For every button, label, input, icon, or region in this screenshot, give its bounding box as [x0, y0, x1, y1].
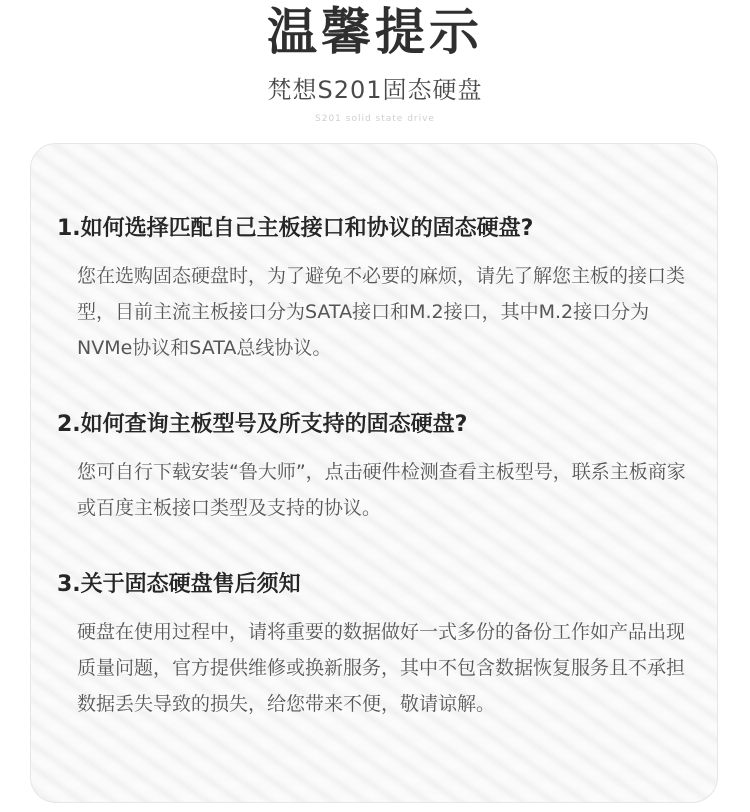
faq-answer: 硬盘在使用过程中，请将重要的数据做好一式多份的备份工作如产品出现质量问题，官方提供维修或换新服务，其中不包含数据恢复服务且不承担数据丢失导致的损失，给您带来不便，敬请谅解。 [77, 621, 686, 715]
faq-card [30, 143, 718, 803]
faq-answer: 您可自行下载安装“鲁大师”，点击硬件检测查看主板型号，联系主板商家或百度主板接口类型及支持的协议。 [77, 461, 686, 519]
faq-answer: 您在选购固态硬盘时，为了避免不必要的麻烦，请先了解您主板的接口类型，目前主流主板接口分为SATA接口和M.2接口，其中M.2接口分为NVMe协议和SATA总线协议。 [77, 265, 686, 359]
product-tagline: S201 solid state drive [315, 114, 435, 124]
faq-item-3 [57, 570, 697, 722]
faq-item-1 [57, 214, 697, 366]
product-subtitle: 梵想S201固态硬盘 [267, 76, 483, 104]
faq-question: 2.如何查询主板型号及所支持的固态硬盘? [57, 412, 468, 437]
page-title: 温馨提示 [267, 3, 483, 61]
faq-question: 3.关于固态硬盘售后须知 [57, 572, 301, 597]
faq-item-2 [57, 410, 697, 526]
faq-question: 1.如何选择匹配自己主板接口和协议的固态硬盘? [57, 216, 534, 241]
